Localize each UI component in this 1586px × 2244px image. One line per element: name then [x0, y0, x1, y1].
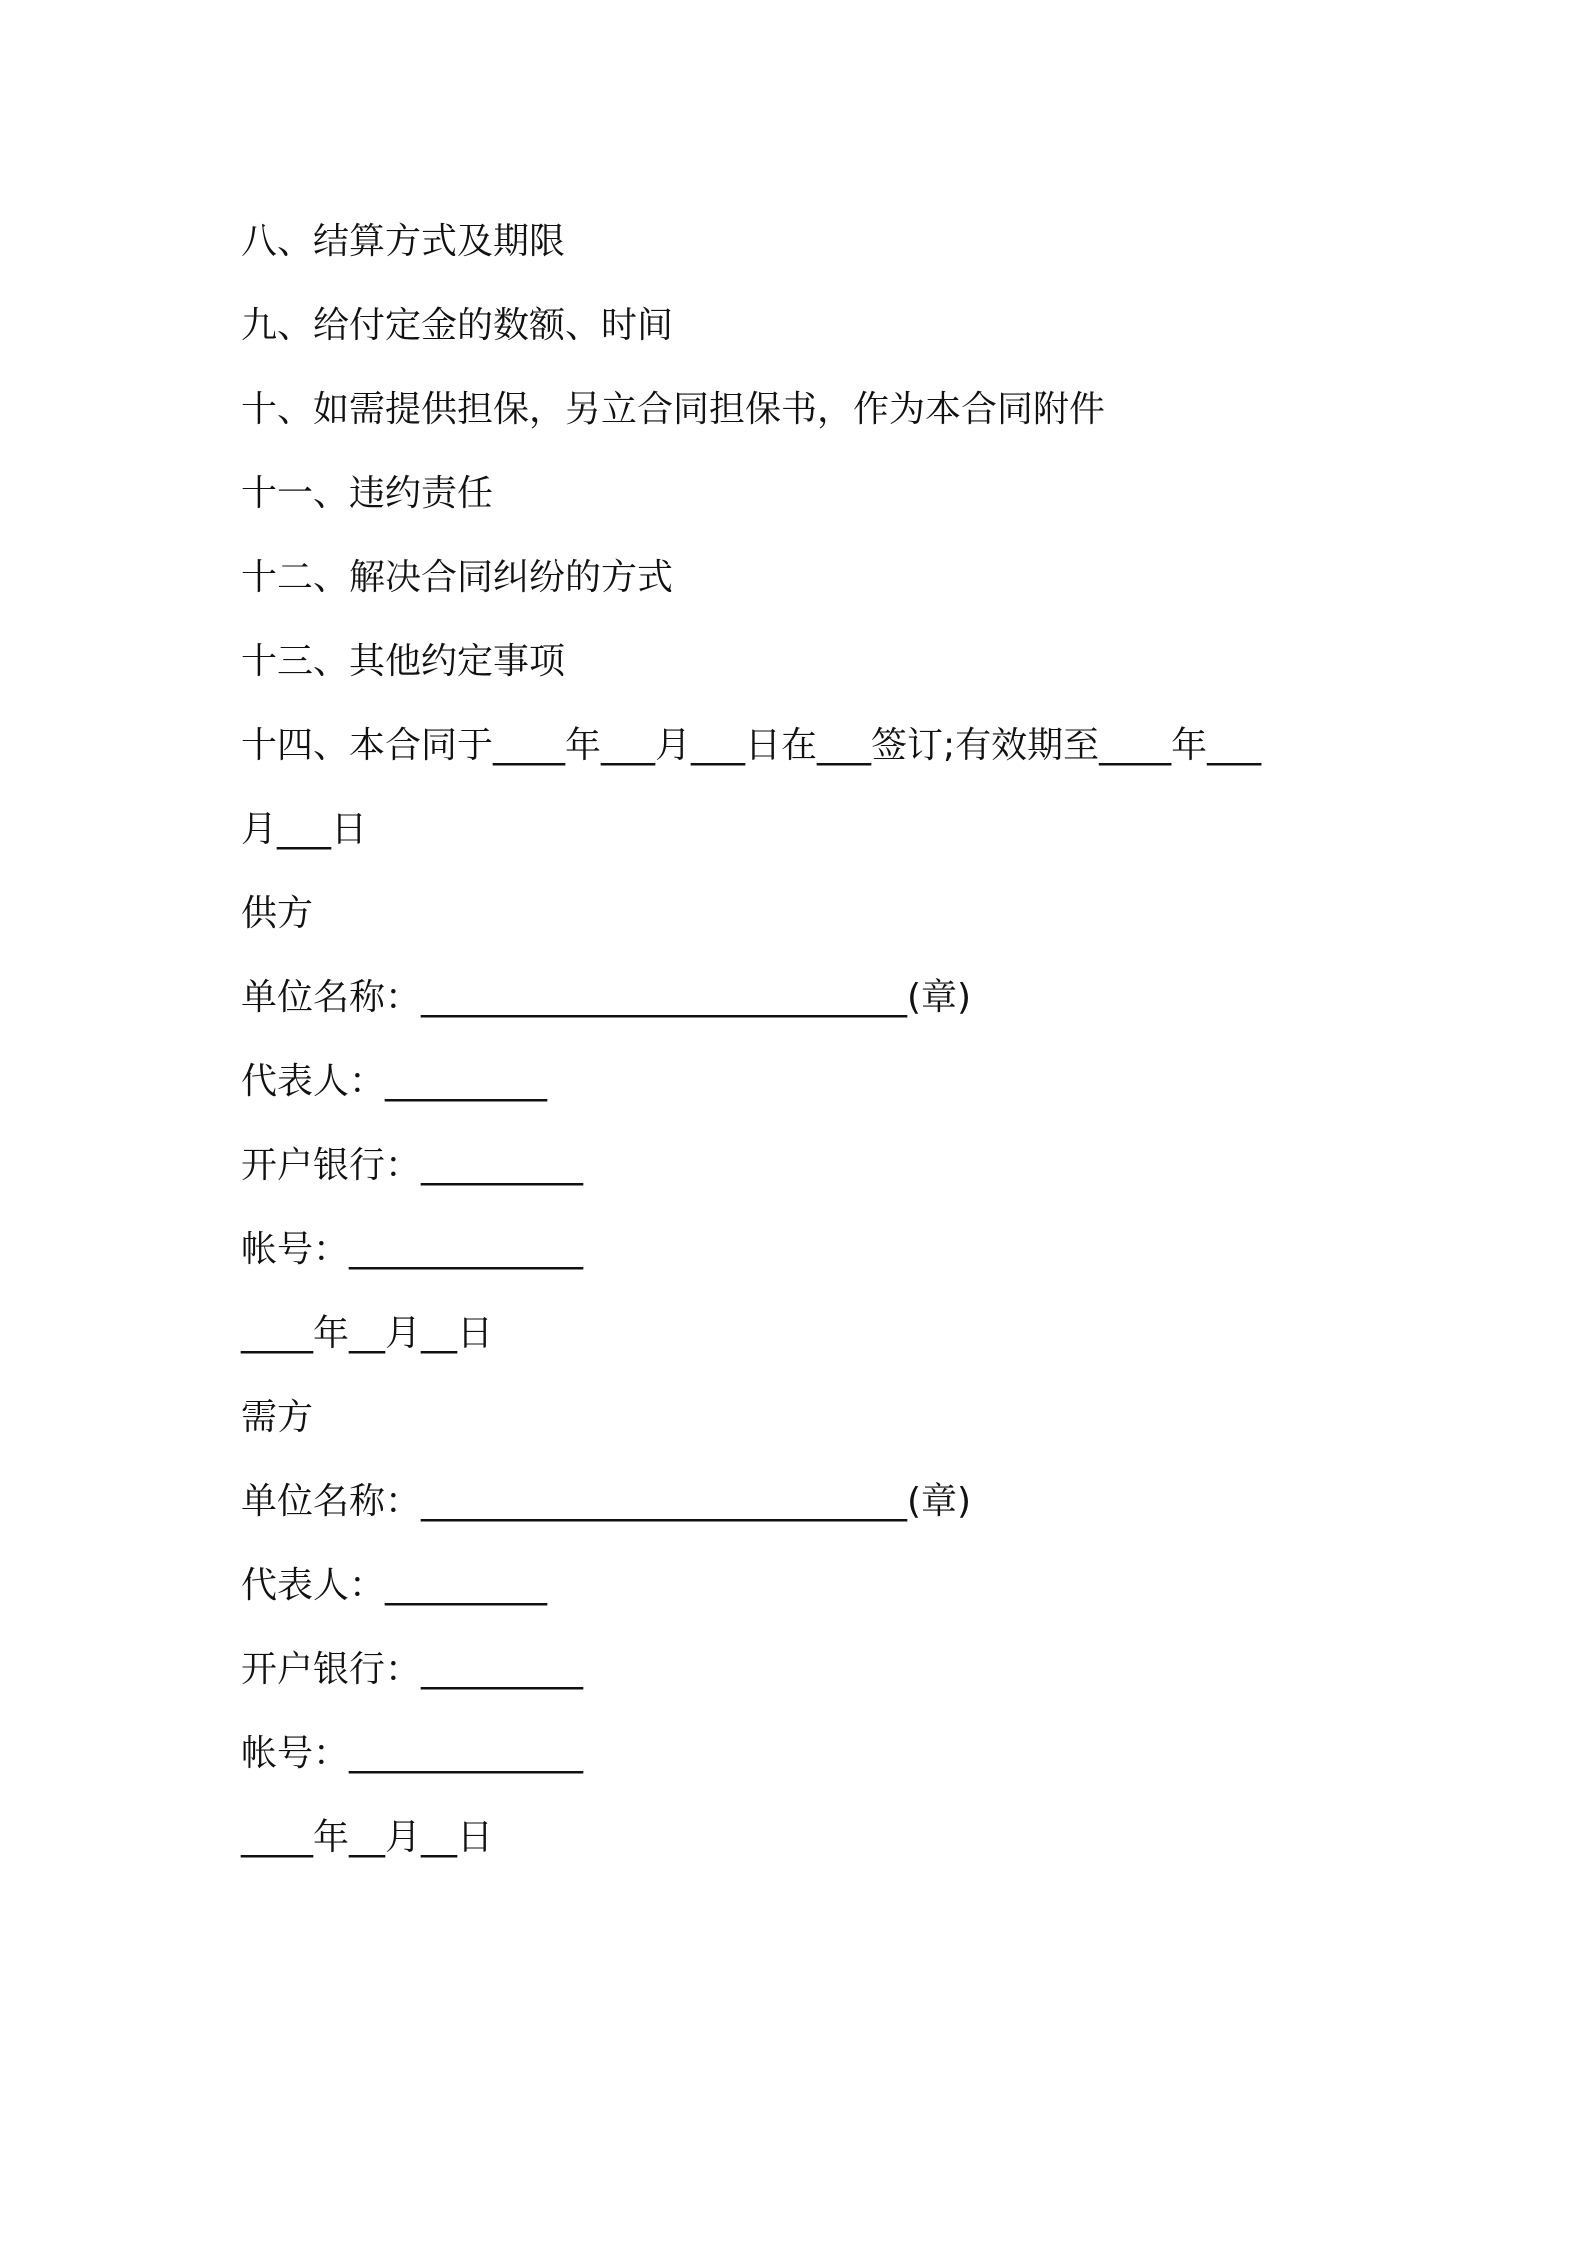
supplier-bank: 开户银行：_________	[241, 1145, 584, 1186]
supplier-unit-name: 单位名称：___________________________(章)	[241, 977, 972, 1018]
buyer-date: ____年__月__日	[241, 1817, 494, 1858]
clause-10-guarantee: 十、如需提供担保，另立合同担保书，作为本合同附件	[241, 389, 1106, 430]
clause-14-signing-line1: 十四、本合同于____年___月___日在___签订;有效期至____年___	[241, 725, 1262, 766]
buyer-unit-name: 单位名称：___________________________(章)	[241, 1481, 972, 1522]
clause-8-settlement: 八、结算方式及期限	[241, 221, 566, 262]
buyer-representative: 代表人：_________	[241, 1565, 548, 1606]
buyer-section	[241, 1376, 1391, 1880]
supplier-date: ____年__月__日	[241, 1313, 494, 1354]
supplier-section	[241, 872, 1391, 1376]
supplier-representative: 代表人：_________	[241, 1061, 548, 1102]
supplier-account: 帐号：_____________	[241, 1229, 584, 1270]
buyer-account: 帐号：_____________	[241, 1733, 584, 1774]
clause-13-other: 十三、其他约定事项	[241, 641, 566, 682]
buyer-heading: 需方	[241, 1397, 314, 1438]
buyer-bank: 开户银行：_________	[241, 1649, 584, 1690]
clause-14-signing-line2: 月___日	[241, 809, 368, 850]
clause-9-deposit: 九、给付定金的数额、时间	[241, 305, 674, 346]
clause-11-liability: 十一、违约责任	[241, 473, 494, 514]
supplier-heading: 供方	[241, 893, 314, 934]
clause-12-disputes: 十二、解决合同纠纷的方式	[241, 557, 674, 598]
contract-body	[241, 200, 1391, 1880]
